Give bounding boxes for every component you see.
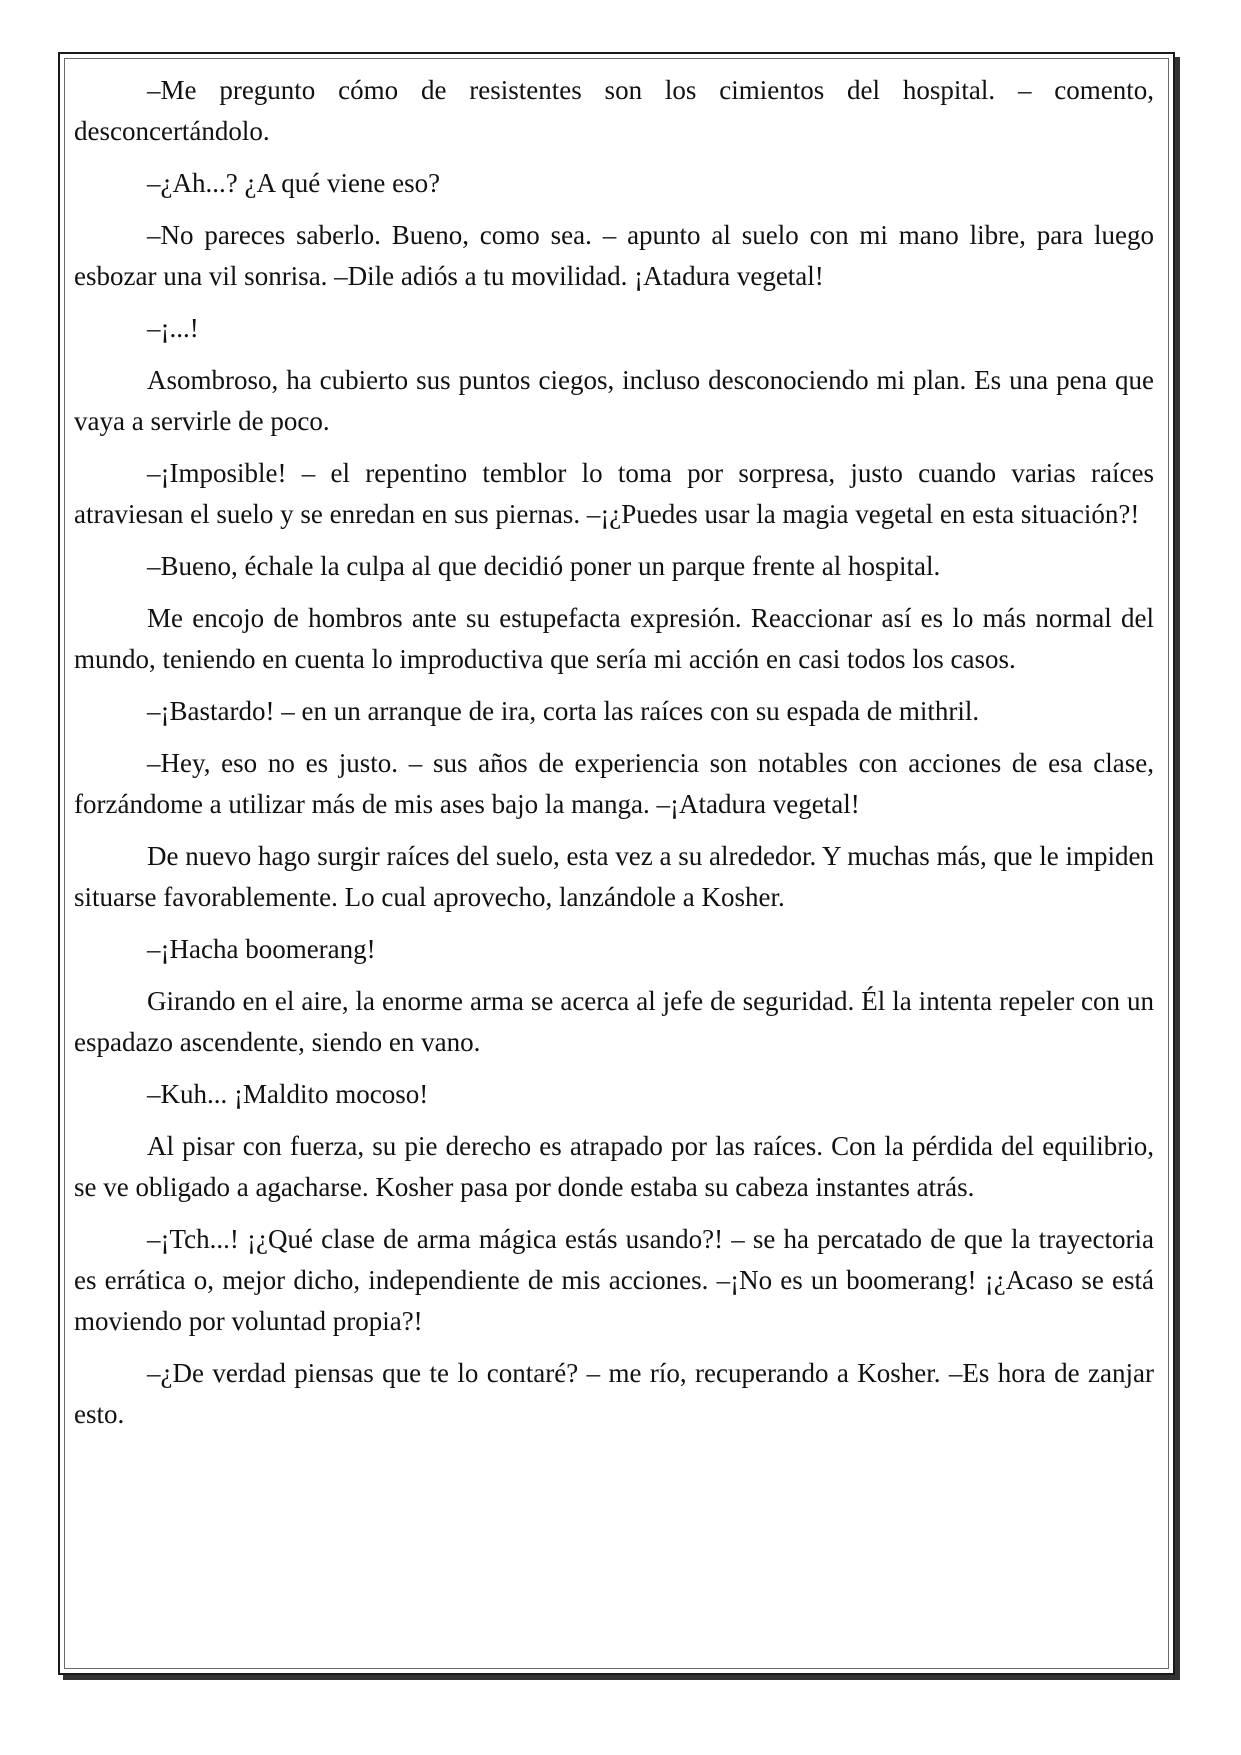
paragraph: –¡Bastardo! – en un arranque de ira, corta las raíces con su espada de mithril. (147, 696, 980, 726)
paragraph: Al pisar con fuerza, su pie derecho es atrapado por las raíces. Con la pérdida del equilibrio, se ve obligado a agacharse. Kosher pasa por donde estaba su cabeza instantes atrás. (74, 1131, 1154, 1202)
paragraph: –¿De verdad piensas que te lo contaré? – me río, recuperando a Kosher. –Es hora de zanjar esto. (74, 1358, 1154, 1429)
paragraph: Girando en el aire, la enorme arma se acerca al jefe de seguridad. Él la intenta repeler con un espadazo ascendente, siendo en vano. (74, 986, 1154, 1057)
paragraph: –Me pregunto cómo de resistentes son los cimientos del hospital. – comento, desconcertándolo. (74, 75, 1154, 146)
paragraph: –¡...! (147, 313, 199, 343)
paragraph: –Hey, eso no es justo. – sus años de experiencia son notables con acciones de esa clase, forzándome a utilizar más de mis ases bajo la manga. –¡Atadura vegetal! (74, 748, 1154, 819)
paragraph: –¿Ah...? ¿A qué viene eso? (147, 168, 441, 198)
paragraph: Me encojo de hombros ante su estupefacta expresión. Reaccionar así es lo más normal del mundo, teniendo en cuenta lo improductiva que sería mi acción en casi todos los casos. (74, 603, 1154, 674)
paragraph: –¡Tch...! ¡¿Qué clase de arma mágica estás usando?! – se ha percatado de que la trayectoria es errática o, mejor dicho, independiente de mis acciones. –¡No es un boomerang! ¡¿Acaso se está moviendo por voluntad propia?! (74, 1224, 1154, 1336)
paragraph: De nuevo hago surgir raíces del suelo, esta vez a su alrededor. Y muchas más, que le impiden situarse favorablemente. Lo cual aprovecho, lanzándole a Kosher. (74, 841, 1154, 912)
paragraph: Asombroso, ha cubierto sus puntos ciegos, incluso desconociendo mi plan. Es una pena que vaya a servirle de poco. (74, 365, 1154, 436)
paragraph: –¡Imposible! – el repentino temblor lo toma por sorpresa, justo cuando varias raíces atraviesan el suelo y se enredan en sus piernas. –¡¿Puedes usar la magia vegetal en esta situación?! (74, 458, 1154, 529)
story-text (74, 70, 1154, 1446)
paragraph: –No pareces saberlo. Bueno, como sea. – apunto al suelo con mi mano libre, para luego esbozar una vil sonrisa. –Dile adiós a tu movilidad. ¡Atadura vegetal! (74, 220, 1154, 291)
paragraph: –¡Hacha boomerang! (147, 934, 376, 964)
paragraph: –Bueno, échale la culpa al que decidió poner un parque frente al hospital. (147, 551, 941, 581)
paragraph: –Kuh... ¡Maldito mocoso! (147, 1079, 429, 1109)
